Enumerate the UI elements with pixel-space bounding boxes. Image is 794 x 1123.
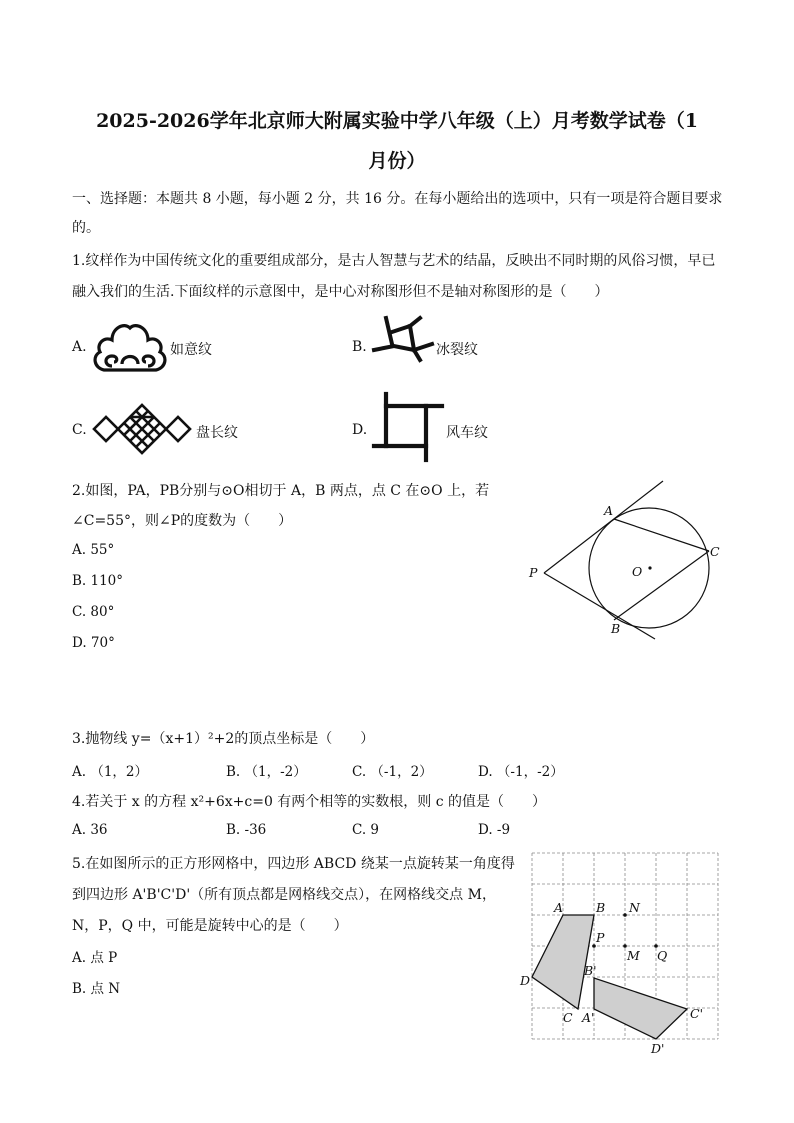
q2-option-b[interactable]: B. 110° (72, 573, 124, 589)
panchang-knot-pattern-icon (92, 398, 192, 460)
page-title-line2: 月份） (368, 150, 426, 172)
windmill-pattern-icon (372, 392, 444, 462)
q1-option-a-name: 如意纹 (170, 342, 212, 358)
ice-crack-pattern-icon (372, 314, 434, 364)
label-c-prime: C' (690, 1006, 704, 1021)
tangent-line-pb (544, 573, 655, 639)
q4-option-b[interactable]: B. -36 (226, 822, 267, 838)
q5-stem-line3: N，P，Q 中，可能是旋转中心的是（ ） (72, 918, 348, 934)
q2-stem-line1: 2.如图，PA，PB分别与⊙O相切于 A，B 两点，点 C 在⊙O 上，若 (72, 483, 490, 499)
q3-stem: 3.抛物线 y=（x+1）²+2的顶点坐标是（ ） (72, 731, 375, 747)
q1-option-b-letter[interactable]: B. (352, 339, 367, 355)
q1-option-c-letter[interactable]: C. (72, 422, 87, 438)
quadrilateral-abcd (532, 915, 594, 1009)
label-d-prime: D' (651, 1041, 665, 1056)
q1-option-a-letter[interactable]: A. (72, 339, 87, 355)
q4-stem: 4.若关于 x 的方程 x²+6x+c=0 有两个相等的实数根，则 c 的值是（ ） (72, 794, 547, 810)
page-title-line1: 2025-2026学年北京师大附属实验中学八年级（上）月考数学试卷（1 (96, 110, 698, 132)
q3-option-c[interactable]: C. （-1，2） (352, 764, 433, 780)
q5-option-a[interactable]: A. 点 P (72, 950, 118, 966)
section-heading-line2: 的。 (72, 220, 100, 236)
q2-tangent-circle-figure (520, 476, 730, 646)
label-p: P (529, 565, 538, 580)
label-q: Q (657, 948, 668, 963)
q3-option-a[interactable]: A. （1，2） (72, 764, 149, 780)
q3-option-b[interactable]: B. （1，-2） (226, 764, 307, 780)
label-n: N (629, 900, 640, 915)
q5-option-b[interactable]: B. 点 N (72, 981, 121, 997)
label-c: C (710, 544, 720, 559)
label-a: A (554, 900, 564, 915)
label-b: B (611, 621, 621, 636)
section-heading-line1: 一、选择题：本题共 8 小题，每小题 2 分，共 16 分。在每小题给出的选项中，只有一项是符合题目要求 (72, 191, 723, 207)
label-b: B (596, 900, 606, 915)
quadrilateral-a1b1c1d1 (594, 978, 687, 1039)
label-m: M (627, 948, 640, 963)
q4-option-d[interactable]: D. -9 (478, 822, 511, 838)
q1-option-b-name: 冰裂纹 (436, 342, 478, 358)
q2-option-a[interactable]: A. 55° (72, 542, 115, 558)
q4-option-a[interactable]: A. 36 (72, 822, 108, 838)
label-a: A (604, 503, 614, 518)
label-d: D (520, 973, 531, 988)
q2-option-d[interactable]: D. 70° (72, 635, 115, 651)
q1-stem-line1: 1.纹样作为中国传统文化的重要组成部分，是古人智慧与艺术的结晶，反映出不同时期的风俗习惯，早已 (72, 253, 716, 269)
q1-option-d-letter[interactable]: D. (352, 422, 368, 438)
label-b-prime: B' (584, 963, 597, 978)
q2-option-c[interactable]: C. 80° (72, 604, 115, 620)
chord-bc (614, 551, 709, 620)
q1-option-d-name: 风车纹 (446, 425, 488, 441)
label-a-prime: A' (582, 1010, 595, 1025)
point-n (623, 913, 627, 917)
q5-stem-line2: 到四边形 A'B'C'D'（所有顶点都是网格线交点），在网格线交点 M， (72, 887, 496, 903)
tangent-line-pa (544, 481, 663, 573)
label-o: O (632, 564, 643, 579)
center-point-o (648, 566, 651, 569)
q3-option-d[interactable]: D. （-1，-2） (478, 764, 564, 780)
chord-ac (614, 519, 709, 551)
q2-stem-line2: ∠C=55°，则∠P的度数为（ ） (72, 513, 293, 529)
label-p: P (596, 930, 605, 945)
label-c: C (563, 1010, 573, 1025)
q5-rotation-grid-figure (516, 848, 726, 1058)
q1-option-c-name: 盘长纹 (196, 425, 238, 441)
q5-stem-line1: 5.在如图所示的正方形网格中，四边形 ABCD 绕某一点旋转某一角度得 (72, 856, 515, 872)
q1-stem-line2: 融入我们的生活.下面纹样的示意图中，是中心对称图形但不是轴对称图形的是（ ） (72, 284, 609, 300)
q4-option-c[interactable]: C. 9 (352, 822, 380, 838)
ruyi-pattern-icon (90, 316, 170, 376)
